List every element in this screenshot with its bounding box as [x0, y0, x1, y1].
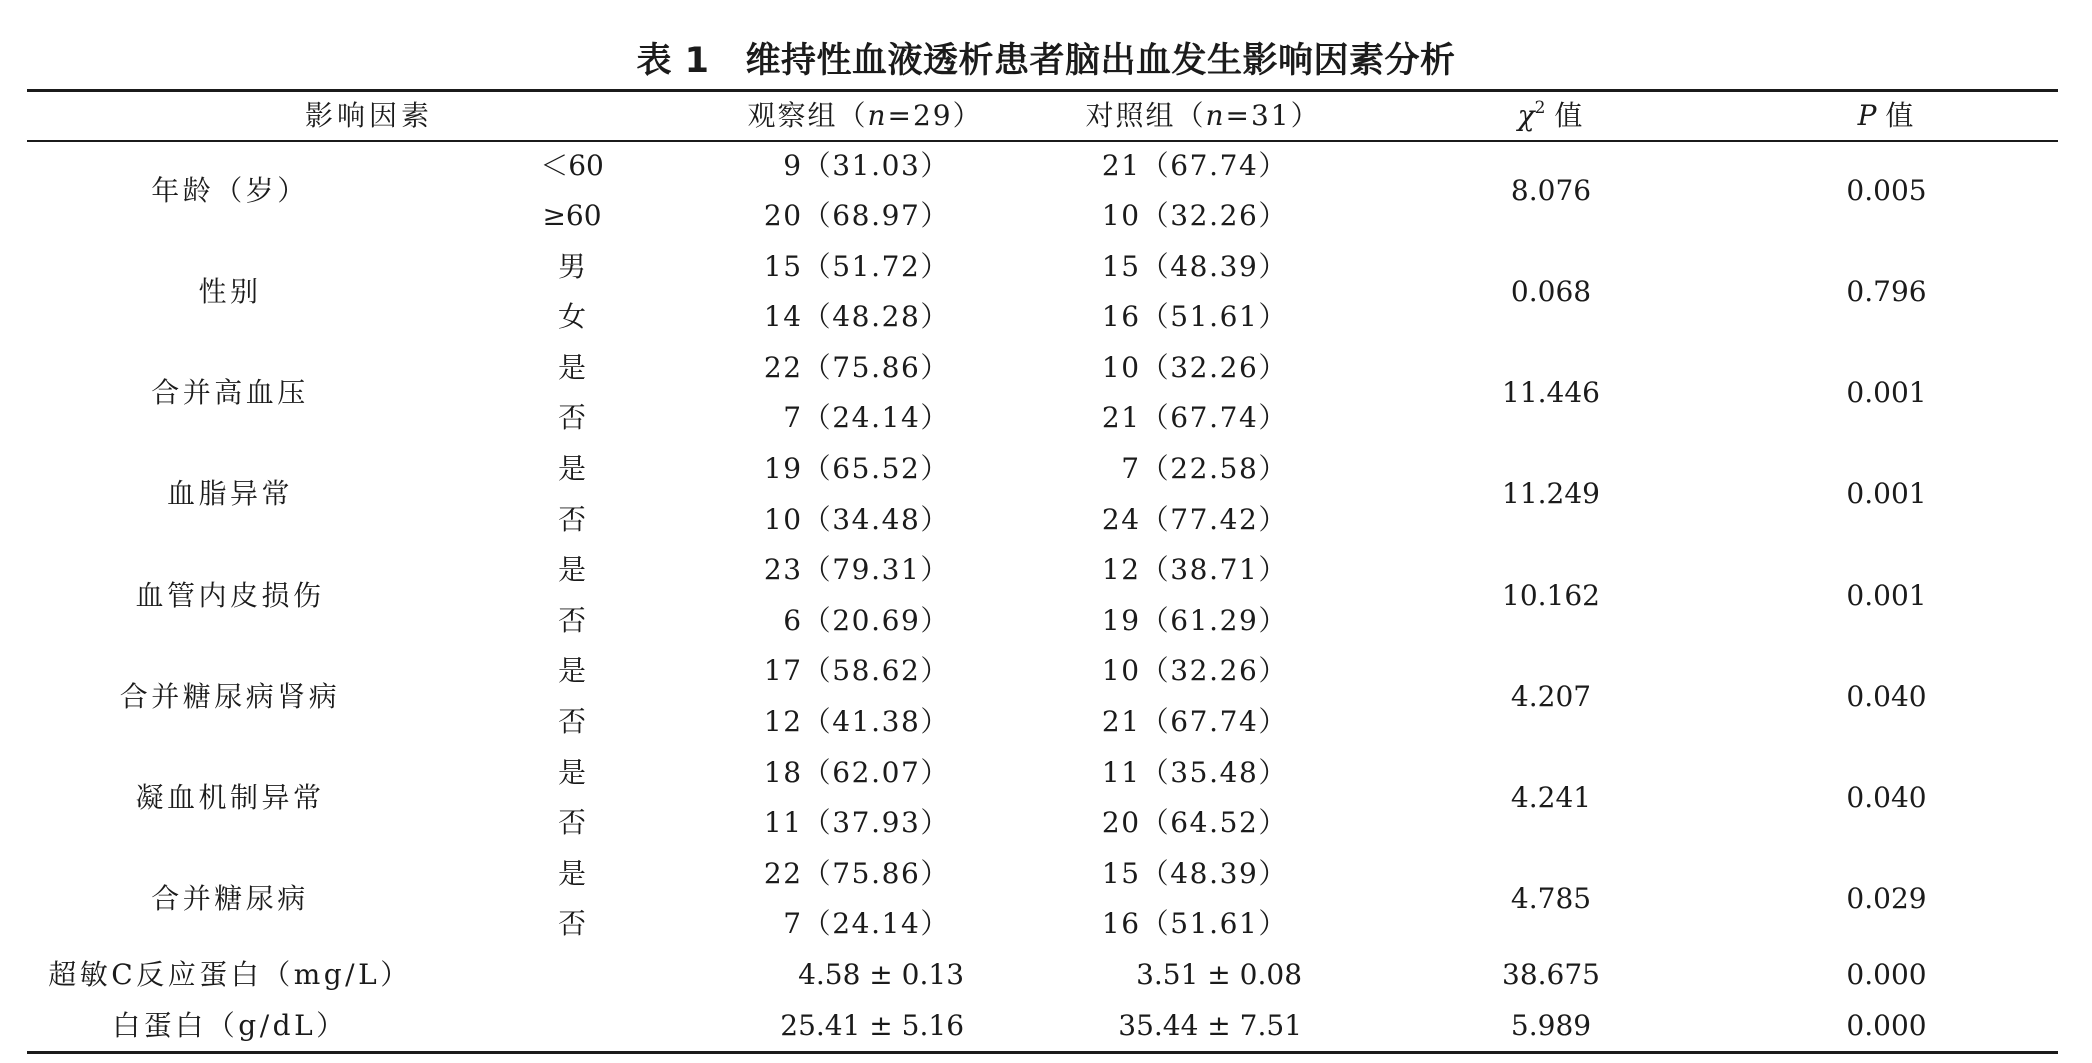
table-row [27, 342, 2058, 393]
table-caption: 维持性血液透析患者脑出血发生影响因素分析 [745, 41, 1456, 81]
level-label: 否 [558, 705, 587, 739]
chi-square-value: 4.241 [1510, 780, 1592, 814]
p-value: 0.000 [1846, 958, 1927, 991]
chi-square-value: 4.785 [1510, 882, 1592, 916]
p-value: 0.001 [1846, 376, 1927, 410]
table-row [27, 848, 2058, 899]
header-control-suffix: =31） [1225, 99, 1321, 133]
chi-square-value: 0.068 [1510, 274, 1592, 308]
chi-square-value: 8.076 [1510, 173, 1592, 207]
observation-value: 7（24.14） [783, 907, 951, 941]
observation-value: 22（75.86） [763, 350, 951, 384]
observation-value: 17（58.62） [763, 654, 951, 688]
factor-label: 合并高血压 [151, 376, 309, 410]
p-value: 0.001 [1846, 578, 1927, 612]
observation-value: 14（48.28） [763, 300, 951, 334]
table-row [27, 241, 2058, 292]
control-value: 21（67.74） [1101, 705, 1289, 739]
p-value: 0.040 [1846, 679, 1927, 713]
table-row [27, 950, 2058, 1001]
level-label: ≥60 [542, 199, 602, 233]
level-label: 是 [558, 856, 587, 890]
observation-value: 15（51.72） [763, 249, 951, 283]
level-label: ＜60 [540, 148, 604, 182]
p-value: 0.005 [1846, 173, 1927, 207]
chi-square-value: 4.207 [1510, 679, 1592, 713]
table-row [27, 646, 2058, 697]
factor-label: 血管内皮损伤 [135, 578, 325, 612]
p-value: 0.029 [1846, 882, 1927, 916]
header-control-group [1019, 92, 1387, 140]
control-value: 7（22.58） [1121, 452, 1289, 486]
header-row [27, 92, 2058, 140]
observation-value: 23（79.31） [763, 553, 951, 587]
control-value: 20（64.52） [1101, 806, 1289, 840]
control-value: 15（48.39） [1101, 249, 1289, 283]
level-label: 否 [558, 401, 587, 435]
table-number: 表 1 [636, 41, 710, 81]
level-empty [433, 1000, 711, 1051]
p-label: 值 [1885, 99, 1916, 133]
control-value: 10（32.26） [1101, 199, 1289, 233]
level-label: 是 [558, 553, 587, 587]
table-title [0, 38, 2092, 84]
header-factor: 影响因素 [305, 99, 434, 133]
observation-value: 6（20.69） [783, 603, 951, 637]
control-value: 3.51 ± 0.08 [1136, 958, 1303, 991]
control-value: 16（51.61） [1101, 907, 1289, 941]
factor-label: 合并糖尿病 [151, 882, 309, 916]
control-value: 21（67.74） [1101, 401, 1289, 435]
factor-label: 血脂异常 [166, 477, 293, 511]
chi-square-value: 11.446 [1502, 376, 1600, 410]
level-empty [433, 950, 711, 1001]
p-symbol: P [1857, 99, 1877, 133]
control-value: 11（35.48） [1101, 755, 1289, 789]
chi-square-value: 11.249 [1502, 477, 1600, 511]
chi-square-value: 10.162 [1502, 578, 1600, 612]
chi-superscript: 2 [1534, 98, 1546, 119]
level-label: 否 [558, 806, 587, 840]
header-observation-n: n [867, 99, 888, 133]
observation-value: 7（24.14） [783, 401, 951, 435]
level-label: 是 [558, 452, 587, 486]
level-label: 是 [558, 350, 587, 384]
observation-value: 20（68.97） [763, 199, 951, 233]
table-row [27, 747, 2058, 798]
table-row [27, 545, 2058, 596]
table-body [27, 140, 2058, 1051]
control-value: 16（51.61） [1101, 300, 1289, 334]
observation-value: 9（31.03） [783, 148, 951, 182]
factor-label: 合并糖尿病肾病 [119, 679, 341, 713]
level-label: 否 [558, 502, 587, 536]
table-row [27, 444, 2058, 495]
level-label: 否 [558, 603, 587, 637]
factor-label: 白蛋白（g/dL） [112, 1008, 348, 1042]
level-label: 是 [558, 654, 587, 688]
control-value: 15（48.39） [1101, 856, 1289, 890]
factor-label: 超敏C反应蛋白（mg/L） [48, 958, 412, 991]
p-value: 0.000 [1846, 1008, 1927, 1042]
p-value: 0.040 [1846, 780, 1927, 814]
control-value: 12（38.71） [1101, 553, 1289, 587]
table-row [27, 140, 2058, 191]
control-value: 24（77.42） [1101, 502, 1289, 536]
header-observation-suffix: =29） [887, 99, 983, 133]
p-value: 0.001 [1846, 477, 1927, 511]
observation-value: 19（65.52） [763, 452, 951, 486]
header-observation-prefix: 观察组（ [747, 99, 868, 133]
level-label: 女 [558, 300, 587, 334]
chi-symbol: χ [1517, 99, 1535, 133]
header-control-n: n [1205, 99, 1226, 133]
factor-label: 性别 [198, 274, 262, 308]
level-label: 男 [558, 249, 587, 283]
factor-label: 年龄（岁） [151, 173, 309, 207]
header-chi-square [1387, 92, 1715, 140]
level-label: 是 [558, 755, 587, 789]
control-value: 35.44 ± 7.51 [1118, 1008, 1303, 1042]
table-header [27, 92, 2058, 140]
factor-label: 凝血机制异常 [135, 780, 325, 814]
observation-value: 22（75.86） [763, 856, 951, 890]
table-row [27, 1000, 2058, 1051]
level-label: 否 [558, 907, 587, 941]
observation-value: 10（34.48） [763, 502, 951, 536]
chi-label: 值 [1554, 99, 1585, 133]
statistic-value: 5.989 [1510, 1008, 1592, 1042]
header-control-prefix: 对照组（ [1085, 99, 1206, 133]
bottom-rule [27, 1051, 2058, 1054]
control-value: 10（32.26） [1101, 350, 1289, 384]
observation-value: 25.41 ± 5.16 [780, 1008, 965, 1042]
p-value: 0.796 [1846, 274, 1927, 308]
header-observation-group [711, 92, 1019, 140]
observation-value: 12（41.38） [763, 705, 951, 739]
control-value: 10（32.26） [1101, 654, 1289, 688]
control-value: 19（61.29） [1101, 603, 1289, 637]
statistic-value: 38.675 [1502, 958, 1600, 991]
control-value: 21（67.74） [1101, 148, 1289, 182]
observation-value: 4.58 ± 0.13 [798, 958, 965, 991]
results-table [27, 92, 2058, 1051]
observation-value: 18（62.07） [763, 755, 951, 789]
observation-value: 11（37.93） [763, 806, 951, 840]
header-p-value [1715, 92, 2058, 140]
